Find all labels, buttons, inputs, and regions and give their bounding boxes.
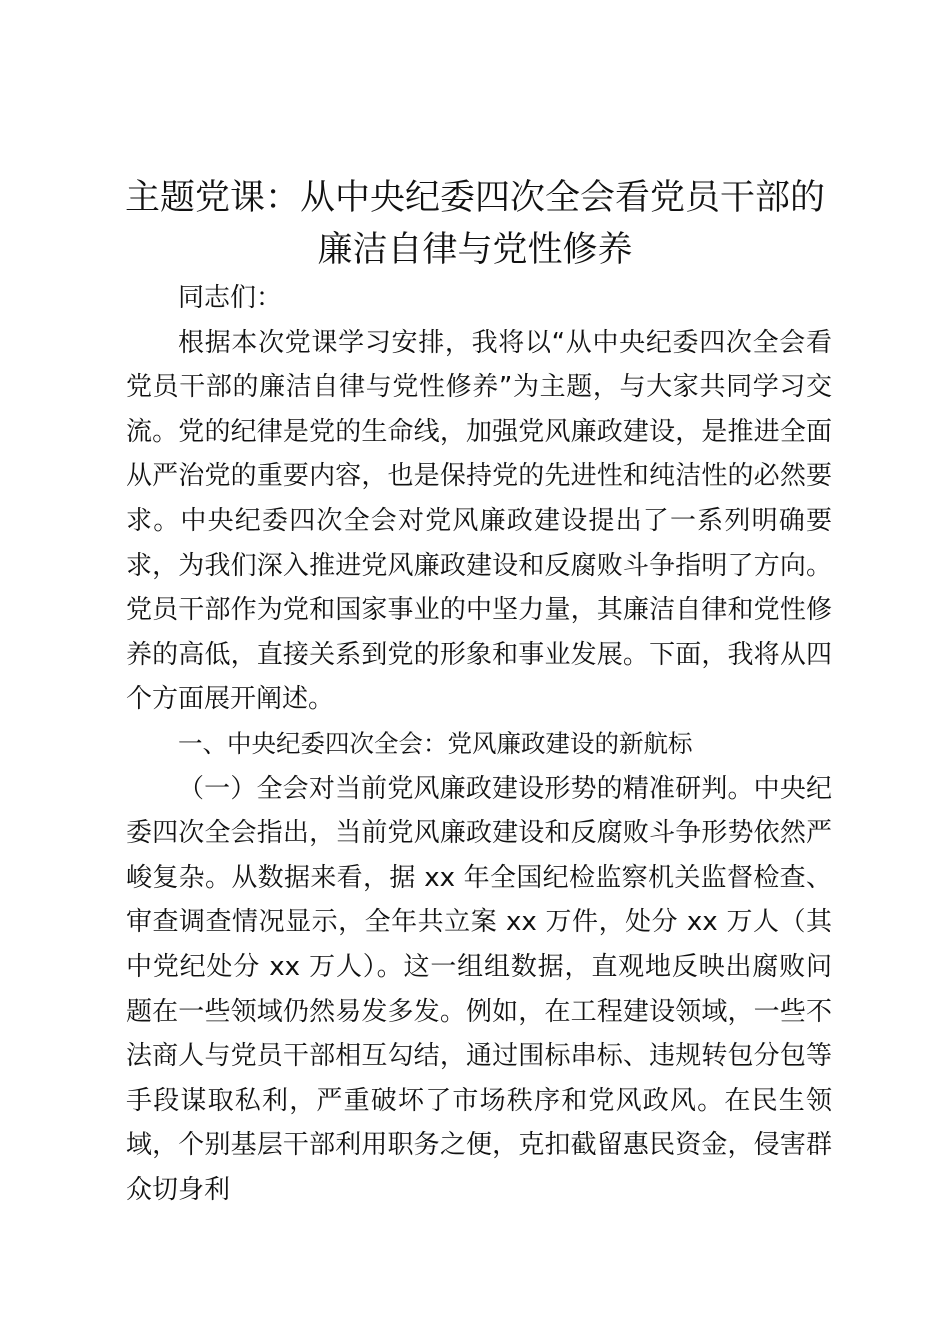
document-body <box>126 276 832 1212</box>
paragraph-section-1-1: （一）全会对当前党风廉政建设形势的精准研判。中央纪委四次全会指出，当前党风廉政建设和反腐败斗争形势依然严峻复杂。从数据来看，据 xx 年全国纪检监察机关监督检查、审查调查情况显示，全年共立案 xx 万件，处分 xx 万人（其中党纪处分 xx 万人）。这一组组数据，直观地反映出腐败问题在一些领域仍然易发多发。例如，在工程建设领域，一些不法商人与党员干部相互勾结，通过围标串标、违规转包分包等手段谋取私利，严重破坏了市场秩序和党风政风。在民生领域，个别基层干部利用职务之便，克扣截留惠民资金，侵害群众切身利 <box>126 773 832 1205</box>
section-heading-1: 一、中央纪委四次全会：党风廉政建设的新航标 <box>178 728 693 758</box>
salutation: 同志们： <box>178 283 283 313</box>
paragraph-introduction: 根据本次党课学习安排，我将以“从中央纪委四次全会看党员干部的廉洁自律与党性修养”为主题，与大家共同学习交流。党的纪律是党的生命线，加强党风廉政建设，是推进全面从严治党的重要内容，也是保持党的先进性和纯洁性的必然要求。中央纪委四次全会对党风廉政建设提出了一系列明确要求，为我们深入推进党风廉政建设和反腐败斗争指明了方向。党员干部作为党和国家事业的中坚力量，其廉洁自律和党性修养的高低，直接关系到党的形象和事业发展。下面，我将从四个方面展开阐述。 <box>126 327 832 715</box>
title-line-1: 主题党课：从中央纪委四次全会看党员干部的 <box>124 178 825 218</box>
document-title <box>110 172 840 276</box>
title-line-2: 廉洁自律与党性修养 <box>317 230 633 270</box>
